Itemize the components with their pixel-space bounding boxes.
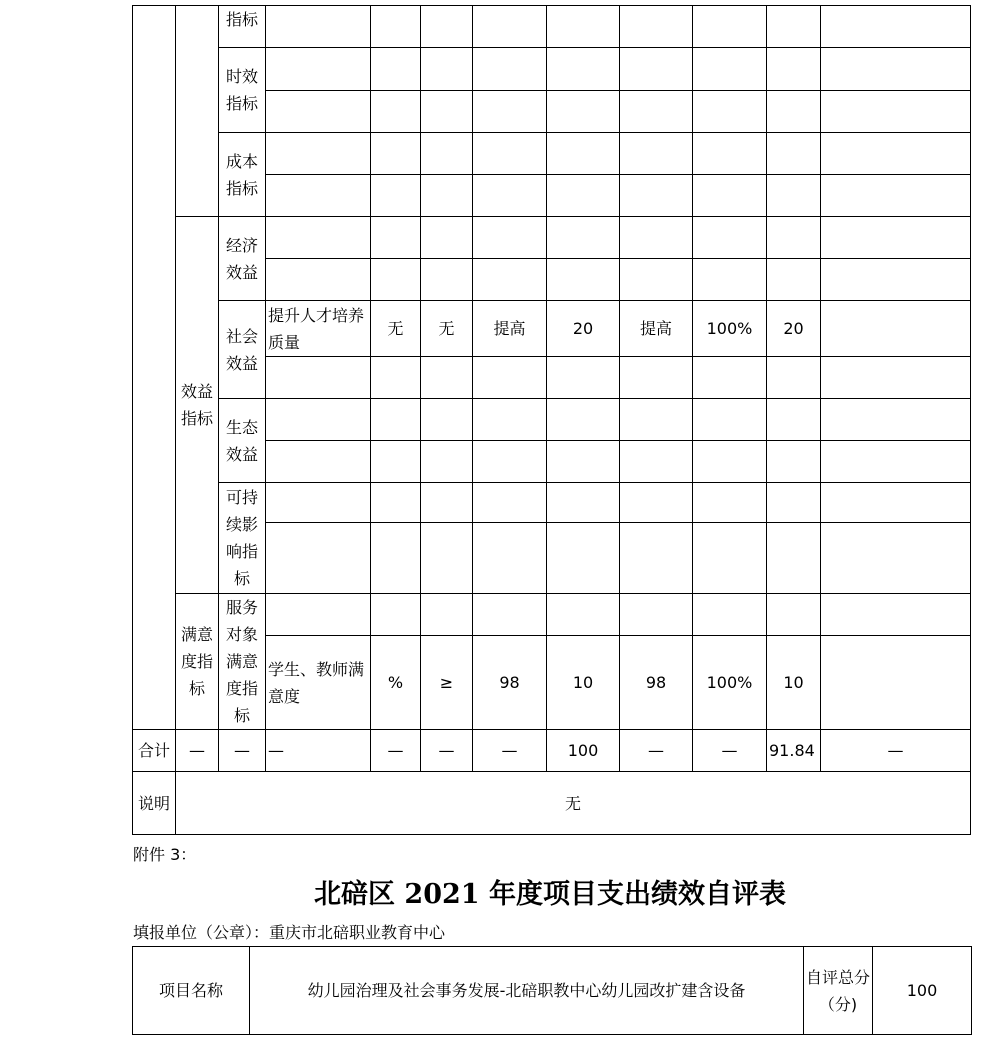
empty-cell — [421, 594, 473, 636]
empty-cell — [767, 594, 821, 636]
empty-cell — [821, 357, 971, 399]
empty-cell — [371, 259, 421, 301]
empty-cell — [547, 133, 620, 175]
cell: 学生、教师满意度 — [266, 636, 371, 730]
empty-cell — [371, 217, 421, 259]
cost-indicator: 成本指标 — [219, 133, 266, 217]
cell — [821, 636, 971, 730]
empty-cell — [421, 217, 473, 259]
cell: 提高 — [620, 301, 693, 357]
empty-cell — [266, 6, 371, 48]
note-row — [133, 772, 971, 835]
cell: 20 — [767, 301, 821, 357]
empty-cell — [547, 259, 620, 301]
empty-cell — [371, 399, 421, 441]
empty-cell — [620, 441, 693, 483]
empty-cell — [473, 259, 547, 301]
project-name-value: 幼儿园治理及社会事务发展-北碚职教中心幼儿园改扩建含设备 — [250, 947, 804, 1035]
empty-cell — [371, 441, 421, 483]
empty-cell — [693, 259, 767, 301]
total-weight: 100 — [547, 730, 620, 772]
empty-cell — [821, 217, 971, 259]
cell: — — [821, 730, 971, 772]
empty-cell — [473, 523, 547, 594]
empty-cell — [693, 523, 767, 594]
empty-cell — [371, 175, 421, 217]
cell: — — [219, 730, 266, 772]
empty-cell — [421, 48, 473, 91]
cell: 提高 — [473, 301, 547, 357]
empty-cell — [620, 259, 693, 301]
social-benefit: 社会效益 — [219, 301, 266, 399]
empty-cell — [266, 175, 371, 217]
level1-cell — [133, 6, 176, 730]
empty-cell — [421, 523, 473, 594]
empty-cell — [693, 133, 767, 175]
note-value: 无 — [176, 772, 971, 835]
empty-cell — [473, 91, 547, 133]
empty-cell — [266, 259, 371, 301]
empty-cell — [821, 175, 971, 217]
cell: — — [473, 730, 547, 772]
empty-cell — [371, 48, 421, 91]
empty-cell — [547, 399, 620, 441]
empty-cell — [473, 483, 547, 523]
cell: 100% — [693, 301, 767, 357]
cell: 98 — [473, 636, 547, 730]
note-label: 说明 — [133, 772, 176, 835]
empty-cell — [821, 399, 971, 441]
empty-cell — [693, 441, 767, 483]
empty-cell — [547, 357, 620, 399]
empty-cell — [821, 91, 971, 133]
empty-cell — [693, 594, 767, 636]
empty-cell — [620, 91, 693, 133]
empty-cell — [547, 594, 620, 636]
empty-cell — [547, 48, 620, 91]
empty-cell — [421, 91, 473, 133]
empty-cell — [767, 441, 821, 483]
indicator-tail: 指标 — [219, 6, 266, 48]
self-score-label: 自评总分（分) — [804, 947, 873, 1035]
total-label: 合计 — [133, 730, 176, 772]
empty-cell — [421, 441, 473, 483]
project-summary-table — [132, 946, 972, 1035]
empty-cell — [821, 133, 971, 175]
empty-cell — [767, 523, 821, 594]
empty-cell — [821, 594, 971, 636]
empty-cell — [547, 91, 620, 133]
empty-cell — [473, 399, 547, 441]
cell: — — [266, 730, 371, 772]
empty-cell — [371, 133, 421, 175]
empty-cell — [266, 399, 371, 441]
empty-cell — [266, 217, 371, 259]
cell: 无 — [421, 301, 473, 357]
empty-cell — [693, 357, 767, 399]
empty-cell — [371, 6, 421, 48]
empty-cell — [620, 133, 693, 175]
project-name-label: 项目名称 — [133, 947, 250, 1035]
reporting-unit: 填报单位（公章）：重庆市北碚职业教育中心 — [133, 923, 446, 942]
empty-cell — [547, 175, 620, 217]
total-row — [133, 730, 971, 772]
empty-cell — [547, 523, 620, 594]
empty-cell — [473, 357, 547, 399]
empty-cell — [620, 594, 693, 636]
empty-cell — [767, 48, 821, 91]
empty-cell — [767, 357, 821, 399]
empty-cell — [266, 483, 371, 523]
empty-cell — [693, 6, 767, 48]
empty-cell — [620, 6, 693, 48]
empty-cell — [620, 357, 693, 399]
empty-cell — [266, 441, 371, 483]
cell: — — [421, 730, 473, 772]
empty-cell — [473, 6, 547, 48]
empty-cell — [620, 523, 693, 594]
sustainable-impact: 可持续影响指标 — [219, 483, 266, 594]
empty-cell — [421, 175, 473, 217]
empty-cell — [693, 175, 767, 217]
empty-cell — [473, 175, 547, 217]
empty-cell — [821, 523, 971, 594]
cell: ≥ — [421, 636, 473, 730]
empty-cell — [266, 523, 371, 594]
performance-indicator-table — [132, 5, 971, 835]
empty-cell — [547, 483, 620, 523]
empty-cell — [371, 523, 421, 594]
empty-cell — [821, 259, 971, 301]
empty-cell — [620, 483, 693, 523]
cell: — — [371, 730, 421, 772]
empty-cell — [371, 594, 421, 636]
empty-cell — [371, 91, 421, 133]
empty-cell — [767, 133, 821, 175]
cell: 无 — [371, 301, 421, 357]
cell: % — [371, 636, 421, 730]
empty-cell — [547, 217, 620, 259]
empty-cell — [620, 48, 693, 91]
cell — [821, 301, 971, 357]
empty-cell — [547, 441, 620, 483]
empty-cell — [421, 357, 473, 399]
cell: 98 — [620, 636, 693, 730]
cell: 10 — [547, 636, 620, 730]
self-score-value: 100 — [873, 947, 972, 1035]
empty-cell — [473, 594, 547, 636]
ecological-benefit: 生态效益 — [219, 399, 266, 483]
service-target-satisfaction: 服务对象满意度指标 — [219, 594, 266, 730]
empty-cell — [767, 483, 821, 523]
table-row-social — [133, 301, 971, 357]
empty-cell — [693, 483, 767, 523]
empty-cell — [821, 441, 971, 483]
empty-cell — [421, 483, 473, 523]
cell: — — [176, 730, 219, 772]
empty-cell — [266, 133, 371, 175]
empty-cell — [473, 48, 547, 91]
cell: — — [620, 730, 693, 772]
empty-cell — [421, 259, 473, 301]
empty-cell — [473, 217, 547, 259]
empty-cell — [693, 48, 767, 91]
cell: 20 — [547, 301, 620, 357]
total-score: 91.84 — [767, 730, 821, 772]
empty-cell — [266, 48, 371, 91]
empty-cell — [620, 175, 693, 217]
empty-cell — [693, 399, 767, 441]
empty-cell — [767, 399, 821, 441]
satisfaction-indicator-category: 满意度指标 — [176, 594, 219, 730]
cell: 100% — [693, 636, 767, 730]
empty-cell — [421, 399, 473, 441]
attachment-label: 附件 3： — [133, 845, 197, 864]
cell: 10 — [767, 636, 821, 730]
cell: — — [693, 730, 767, 772]
timeliness-indicator: 时效指标 — [219, 48, 266, 133]
empty-cell — [821, 6, 971, 48]
empty-cell — [620, 217, 693, 259]
empty-cell — [421, 133, 473, 175]
benefit-indicator-category: 效益指标 — [176, 217, 219, 594]
empty-cell — [266, 594, 371, 636]
empty-cell — [767, 217, 821, 259]
empty-cell — [767, 6, 821, 48]
empty-cell — [266, 357, 371, 399]
empty-cell — [821, 48, 971, 91]
empty-cell — [620, 399, 693, 441]
empty-cell — [371, 357, 421, 399]
empty-cell — [473, 133, 547, 175]
empty-cell — [693, 217, 767, 259]
empty-cell — [473, 441, 547, 483]
empty-cell — [821, 483, 971, 523]
empty-cell — [266, 91, 371, 133]
empty-cell — [693, 91, 767, 133]
empty-cell — [767, 259, 821, 301]
page-title: 北碚区 2021 年度项目支出绩效自评表 — [314, 879, 786, 910]
empty-cell — [547, 6, 620, 48]
empty-cell — [767, 175, 821, 217]
empty-cell — [371, 483, 421, 523]
level2-cell — [176, 6, 219, 217]
cell: 提升人才培养质量 — [266, 301, 371, 357]
empty-cell — [421, 6, 473, 48]
economic-benefit: 经济效益 — [219, 217, 266, 301]
empty-cell — [767, 91, 821, 133]
